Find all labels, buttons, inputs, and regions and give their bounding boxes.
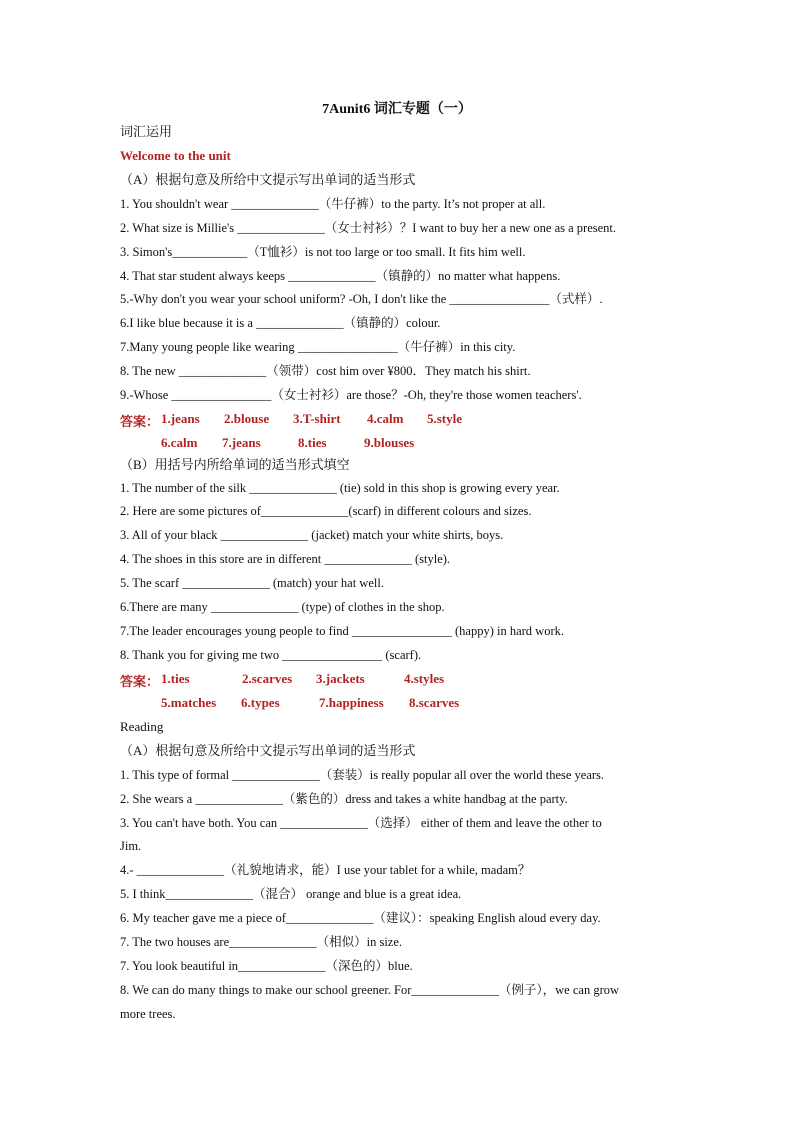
question-line: 2. What size is Millie's ______________（女士衬衫）？I want to buy her a new one as a present. <box>120 221 617 235</box>
question-line: 6.There are many ______________ (type) of clothes in the shop. <box>120 600 445 614</box>
part-a-heading: （A）根据句意及所给中文提示写出单词的适当形式 <box>120 172 416 187</box>
answer-label: 答案： <box>120 414 160 429</box>
question-line: 4. That star student always keeps ______________（镇静的）no matter what happens. <box>120 269 561 283</box>
answer-item: 1.ties <box>161 671 190 686</box>
question-line: 1. This type of formal ______________（套装）is really popular all over the world these years. <box>120 768 605 782</box>
question-line: 7.The leader encourages young people to find ________________ (happy) in hard work. <box>120 624 564 638</box>
question-line: 3. Simon's____________（T恤衫）is not too large or too small. It fits him well. <box>120 245 526 259</box>
answer-item: 9.blouses <box>364 435 415 450</box>
answer-label: 答案： <box>120 674 160 689</box>
answer-item: 4.calm <box>367 411 404 426</box>
section-heading-reading: Reading <box>120 719 164 734</box>
answer-row-a1 <box>120 411 680 427</box>
answer-item: 5.matches <box>161 695 217 710</box>
question-line: 2. She wears a ______________（紫色的）dress and takes a white handbag at the party. <box>120 792 568 806</box>
question-line-continued: more trees. <box>120 1007 176 1021</box>
question-line: 7.Many young people like wearing ________________（牛仔裤）in this city. <box>120 340 516 354</box>
question-line: 8. The new ______________（领带）cost him over ¥800．They match his shirt. <box>120 364 531 378</box>
answer-item: 1.jeans <box>161 411 200 426</box>
question-line: 3. All of your black ______________ (jacket) match your white shirts, boys. <box>120 528 504 542</box>
answer-item: 4.styles <box>404 671 445 686</box>
question-line: 8. Thank you for giving me two ________________ (scarf). <box>120 648 422 662</box>
question-line: 5. I think______________（混合） orange and blue is a great idea. <box>120 887 462 901</box>
answer-item: 3.jackets <box>316 671 365 686</box>
question-line: 3. You can't have both. You can ______________（选择） either of them and leave the other to <box>120 816 602 830</box>
question-line: 6. My teacher gave me a piece of______________（建议）：speaking English aloud every day. <box>120 911 601 925</box>
answer-item: 2.scarves <box>242 671 293 686</box>
question-line: 4.- ______________（礼貌地请求，能）I use your tablet for a while, madam？ <box>120 863 531 877</box>
question-line: 5.-Why don't you wear your school uniform? -Oh, I don't like the ________________（式样）. <box>120 292 603 306</box>
question-line: 5. The scarf ______________ (match) your hat well. <box>120 576 384 590</box>
question-line: 2. Here are some pictures of______________(scarf) in different colours and sizes. <box>120 504 532 518</box>
question-line: 8. We can do many things to make our school greener. For______________（例子），we can grow <box>120 983 620 997</box>
answer-item: 3.T-shirt <box>293 411 341 426</box>
section-heading-vocab: 词汇运用 <box>120 124 173 139</box>
question-line-continued: Jim. <box>120 839 142 853</box>
part-b-heading: （B）用括号内所给单词的适当形式填空 <box>120 457 350 472</box>
answer-item: 8.ties <box>298 435 327 450</box>
answer-row-b2 <box>120 695 680 711</box>
answer-row-a2 <box>120 435 680 451</box>
question-line: 1. The number of the silk ______________ (tie) sold in this shop is growing every year. <box>120 481 560 495</box>
question-line: 9.-Whose ________________（女士衬衫）are those？-Oh, they're those women teachers'. <box>120 388 582 402</box>
question-line: 6.I like blue because it is a ______________（镇静的）colour. <box>120 316 441 330</box>
question-line: 7. You look beautiful in______________（深色的）blue. <box>120 959 413 973</box>
question-line: 1. You shouldn't wear ______________（牛仔裤）to the party. It’s not proper at all. <box>120 197 546 211</box>
subsection-welcome: Welcome to the unit <box>120 148 231 163</box>
answer-row-b1 <box>120 671 680 687</box>
answer-item: 6.calm <box>161 435 198 450</box>
page-title: 7Aunit6 词汇专题（一） <box>322 102 472 117</box>
answer-item: 2.blouse <box>224 411 270 426</box>
answer-item: 7.happiness <box>319 695 384 710</box>
answer-item: 5.style <box>427 411 463 426</box>
answer-item: 8.scarves <box>409 695 460 710</box>
answer-item: 7.jeans <box>222 435 261 450</box>
part-c-heading: （A）根据句意及所给中文提示写出单词的适当形式 <box>120 743 416 758</box>
answer-item: 6.types <box>241 695 280 710</box>
question-line: 4. The shoes in this store are in different ______________ (style). <box>120 552 451 566</box>
question-line: 7. The two houses are______________（相似）in size. <box>120 935 403 949</box>
